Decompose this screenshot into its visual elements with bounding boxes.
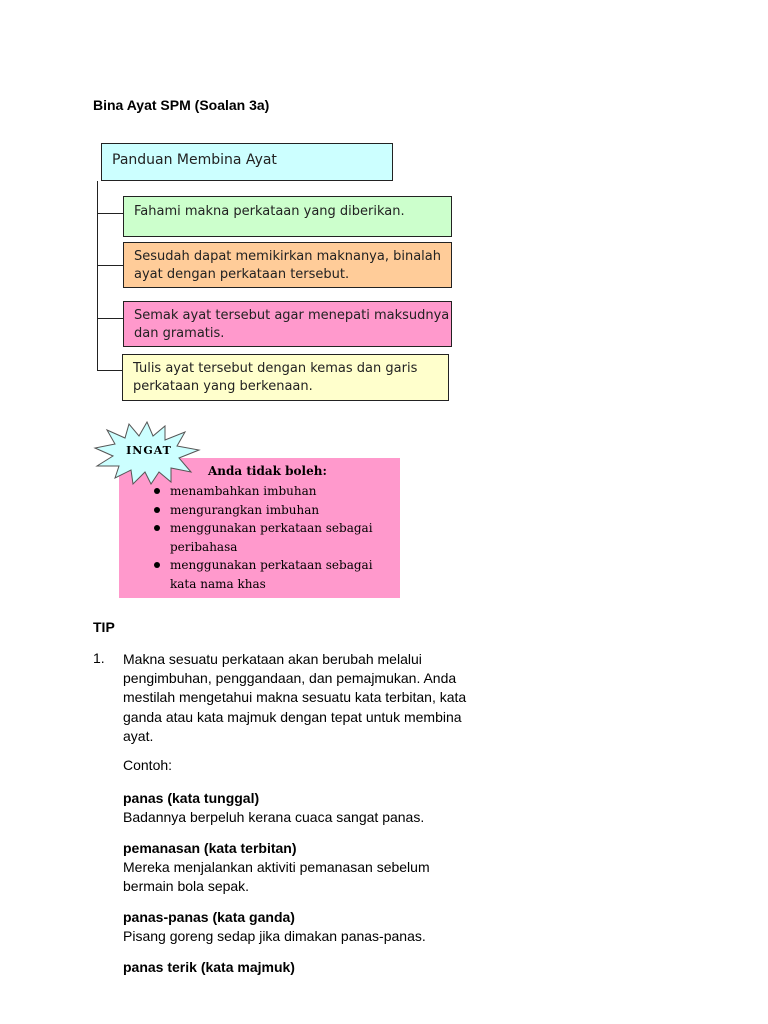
example-sentence: Pisang goreng sedap jika dimakan panas-panas.	[123, 928, 426, 944]
example-sentence: Badannya berpeluh kerana cuaca sangat panas.	[123, 809, 425, 825]
example-term: pemanasan (kata terbitan)	[123, 840, 297, 856]
list-item: menggunakan perkataan sebagai peribahasa	[152, 519, 392, 556]
list-item: mengurangkan imbuhan	[152, 501, 392, 520]
list-number: 1.	[93, 650, 105, 666]
tip-heading: TIP	[93, 619, 115, 635]
list-item: menggunakan perkataan sebagai kata nama khas	[152, 556, 392, 593]
connector-line	[97, 213, 123, 214]
example-block	[123, 839, 453, 896]
ingat-badge: INGAT	[126, 444, 172, 457]
example-term: panas (kata tunggal)	[123, 790, 260, 806]
connector-line	[97, 181, 98, 371]
ingat-heading: Anda tidak boleh:	[208, 464, 327, 478]
example-block	[123, 908, 483, 946]
example-term: panas-panas (kata ganda)	[123, 909, 295, 925]
contoh-label: Contoh:	[123, 757, 173, 773]
connector-line	[97, 370, 122, 371]
guide-step-4: Tulis ayat tersebut dengan kemas dan garis perkataan yang berkenaan.	[122, 354, 449, 401]
example-block	[123, 789, 483, 827]
guide-heading: Panduan Membina Ayat	[101, 143, 393, 181]
example-block	[123, 958, 483, 977]
guide-step-2: Sesudah dapat memikirkan maknanya, binalah ayat dengan perkataan tersebut.	[123, 242, 452, 288]
guide-step-3: Semak ayat tersebut agar menepati maksudnya dan gramatis.	[123, 301, 452, 347]
connector-line	[97, 265, 123, 266]
example-sentence: Mereka menjalankan aktiviti pemanasan sebelum bermain bola sepak.	[123, 859, 430, 894]
ingat-list	[152, 482, 392, 593]
example-term: panas terik (kata majmuk)	[123, 959, 295, 975]
connector-line	[97, 318, 123, 319]
list-item: menambahkan imbuhan	[152, 482, 392, 501]
tip-paragraph: Makna sesuatu perkataan akan berubah melalui pengimbuhan, penggandaan, dan pemajmukan. Anda mestilah mengetahui makna sesuatu kata terbitan, kata ganda atau kata majmuk dengan tepat untuk membina ayat.	[123, 651, 467, 744]
guide-step-1: Fahami makna perkataan yang diberikan.	[123, 196, 452, 237]
document-title: Bina Ayat SPM (Soalan 3a)	[93, 97, 270, 113]
